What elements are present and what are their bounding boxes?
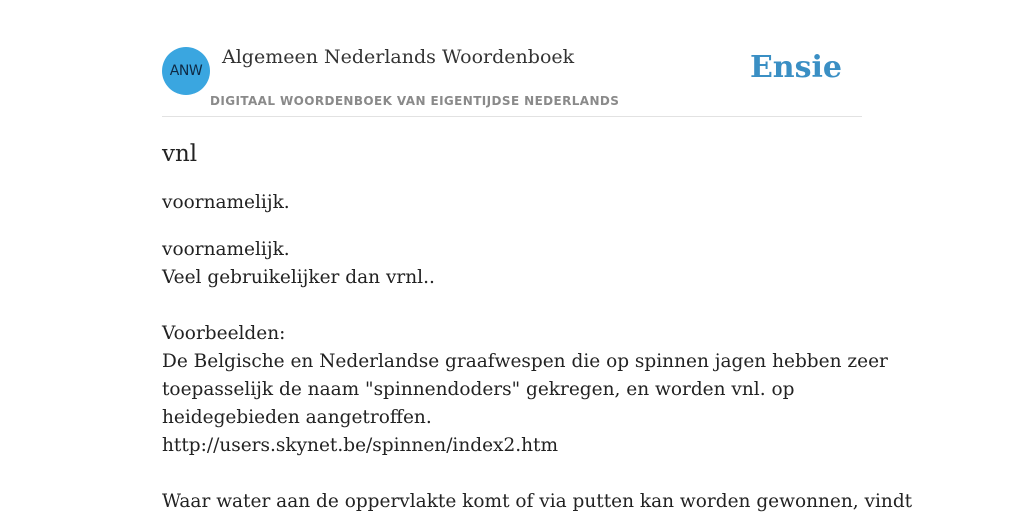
body-line: Veel gebruikelijker dan vrnl.. <box>162 267 435 288</box>
body-line: voornamelijk. <box>162 239 290 260</box>
site-subtitle: DIGITAAL WOORDENBOEK VAN EIGENTIJDSE NEDERLANDS <box>210 94 620 108</box>
blank-line <box>162 292 862 320</box>
examples-heading: Voorbeelden: <box>162 323 286 344</box>
entry-content <box>162 138 913 512</box>
ensie-brand-link[interactable]: Ensie <box>749 50 842 85</box>
blank-line <box>162 460 862 488</box>
example-text-line: De Belgische en Nederlandse graafwespen die op spinnen jagen hebben zeer <box>162 351 888 372</box>
entry-body <box>162 236 913 512</box>
example-source-url: http://users.skynet.be/spinnen/index2.htm <box>162 435 559 456</box>
site-title[interactable]: Algemeen Nederlands Woordenboek <box>222 46 575 68</box>
site-header <box>162 40 862 117</box>
example-text-line: Waar water aan de oppervlakte komt of via putten kan worden gewonnen, vindt <box>162 491 913 512</box>
entry-headword: vnl <box>162 141 198 167</box>
anw-logo[interactable]: ANW <box>162 47 210 95</box>
entry-short-definition: voornamelijk. <box>162 192 290 213</box>
example-text-line: toepasselijk de naam "spinnendoders" gekregen, en worden vnl. op <box>162 379 795 400</box>
example-text-line: heidegebieden aangetroffen. <box>162 407 432 428</box>
